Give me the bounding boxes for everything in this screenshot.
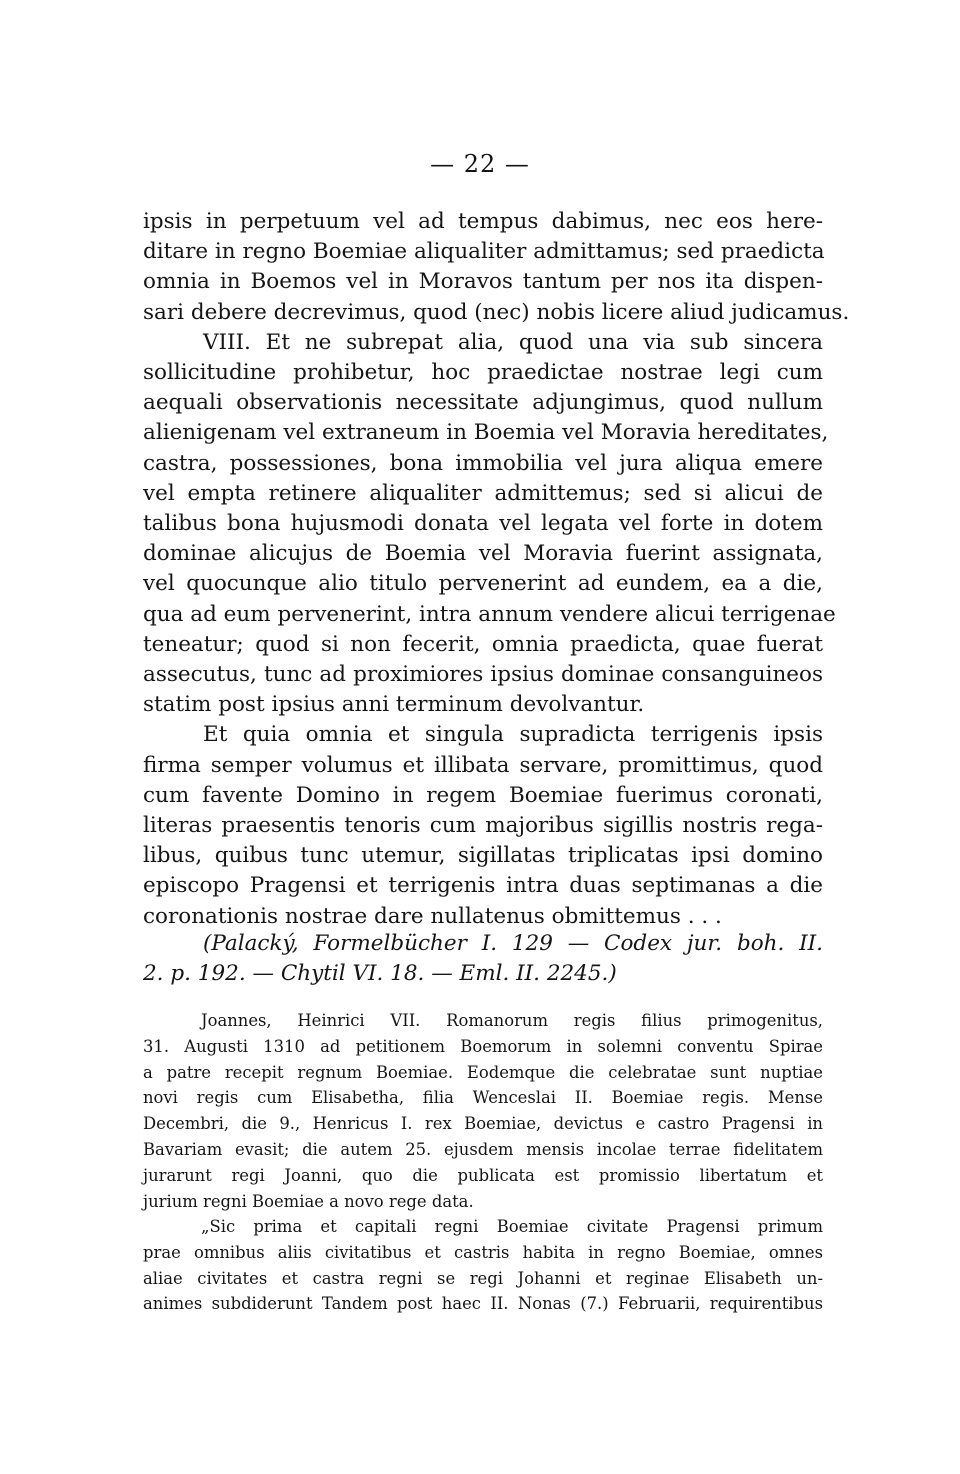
main-text bbox=[143, 207, 850, 932]
note-line: novi regis cum Elisabetha, filia Wenceslai II. Boemiae regis. Mense bbox=[143, 1088, 823, 1108]
text-line: sari debere decrevimus, quod (nec) nobis licere aliud judicamus. bbox=[143, 299, 850, 325]
quote-line: aliae civitates et castra regni se regi Johanni et reginae Elisabeth un- bbox=[143, 1268, 823, 1288]
text-line: episcopo Pragensi et terrigenis intra duas septimanas a die bbox=[143, 873, 823, 899]
text-line: talibus bona hujusmodi donata vel legata vel forte in dotem bbox=[143, 511, 823, 537]
note-line: jurarunt regi Joanni, quo die publicata est promissio libertatum et bbox=[143, 1165, 823, 1185]
text-line: statim post ipsius anni terminum devolvantur. bbox=[143, 692, 645, 718]
text-line: omnia in Boemos vel in Moravos tantum per nos ita dispen- bbox=[143, 269, 823, 295]
text-line: castra, possessiones, bona immobilia vel jura aliqua emere bbox=[143, 450, 823, 476]
text-line: vel quocunque alio titulo pervenerint ad eundem, ea a die, bbox=[143, 571, 823, 597]
text-line: VIII. Et ne subrepat alia, quod una via sub sincera bbox=[203, 329, 823, 355]
text-line: qua ad eum pervenerint, intra annum vendere alicui terrigenae bbox=[143, 601, 836, 627]
text-line: dominae alicujus de Boemia vel Moravia fuerint assignata, bbox=[143, 541, 823, 567]
historical-note bbox=[143, 1008, 823, 1214]
text-line: ditare in regno Boemiae aliqualiter admittamus; sed praedicta bbox=[143, 239, 825, 265]
text-line: coronationis nostrae dare nullatenus obmittemus . . . bbox=[143, 903, 722, 929]
citation-line: 2. p. 192. — Chytil VI. 18. — Eml. II. 2245.) bbox=[143, 961, 617, 987]
text-line: literas praesentis tenoris cum majoribus sigillis nostris rega- bbox=[143, 813, 823, 839]
text-line: alienigenam vel extraneum in Boemia vel Moravia hereditates, bbox=[143, 420, 829, 446]
text-line: vel empta retinere aliqualiter admittemus; sed si alicui de bbox=[143, 480, 823, 506]
note-line: Bavariam evasit; die autem 25. ejusdem mensis incolae terrae fidelitatem bbox=[143, 1139, 823, 1159]
quote-line: animes subdiderunt Tandem post haec II. Nonas (7.) Februarii, requirentibus bbox=[143, 1294, 823, 1314]
note-line: Decembri, die 9., Henricus I. rex Boemiae, devictus e castro Pragensi in bbox=[143, 1114, 823, 1134]
text-line: firma semper volumus et illibata servare, promittimus, quod bbox=[143, 752, 823, 778]
page-number: — 22 — bbox=[430, 150, 530, 178]
quote-line: prae omnibus aliis civitatibus et castris habita in regno Boemiae, omnes bbox=[143, 1242, 823, 1262]
text-line: Et quia omnia et singula supradicta terrigenis ipsis bbox=[203, 722, 823, 748]
text-line: aequali observationis necessitate adjungimus, quod nullum bbox=[143, 390, 823, 416]
note-line: 31. Augusti 1310 ad petitionem Boemorum in solemni conventu Spirae bbox=[143, 1036, 823, 1056]
note-line: a patre recepit regnum Boemiae. Eodemque die celebratae sunt nuptiae bbox=[143, 1062, 823, 1082]
text-line: ipsis in perpetuum vel ad tempus dabimus, nec eos here- bbox=[143, 209, 823, 234]
source-citation bbox=[143, 929, 823, 989]
citation-line: (Palacký, Formelbücher I. 129 — Codex jur. boh. II. bbox=[203, 931, 823, 956]
text-line: assecutus, tunc ad proximiores ipsius dominae consanguineos bbox=[143, 662, 823, 688]
note-line: jurium regni Boemiae a novo rege data. bbox=[143, 1191, 474, 1211]
quote-line: „Sic prima et capitali regni Boemiae civitate Pragensi primum bbox=[201, 1217, 823, 1236]
text-line: cum favente Domino in regem Boemiae fuerimus coronati, bbox=[143, 782, 823, 808]
note-line: Joannes, Heinrici VII. Romanorum regis filius primogenitus, bbox=[201, 1011, 823, 1030]
text-line: sollicitudine prohibetur, hoc praedictae nostrae legi cum bbox=[143, 360, 823, 386]
text-line: teneatur; quod si non fecerit, omnia praedicta, quae fuerat bbox=[143, 631, 823, 657]
chronicle-quote bbox=[143, 1214, 823, 1317]
text-line: libus, quibus tunc utemur, sigillatas triplicatas ipsi domino bbox=[143, 843, 823, 869]
